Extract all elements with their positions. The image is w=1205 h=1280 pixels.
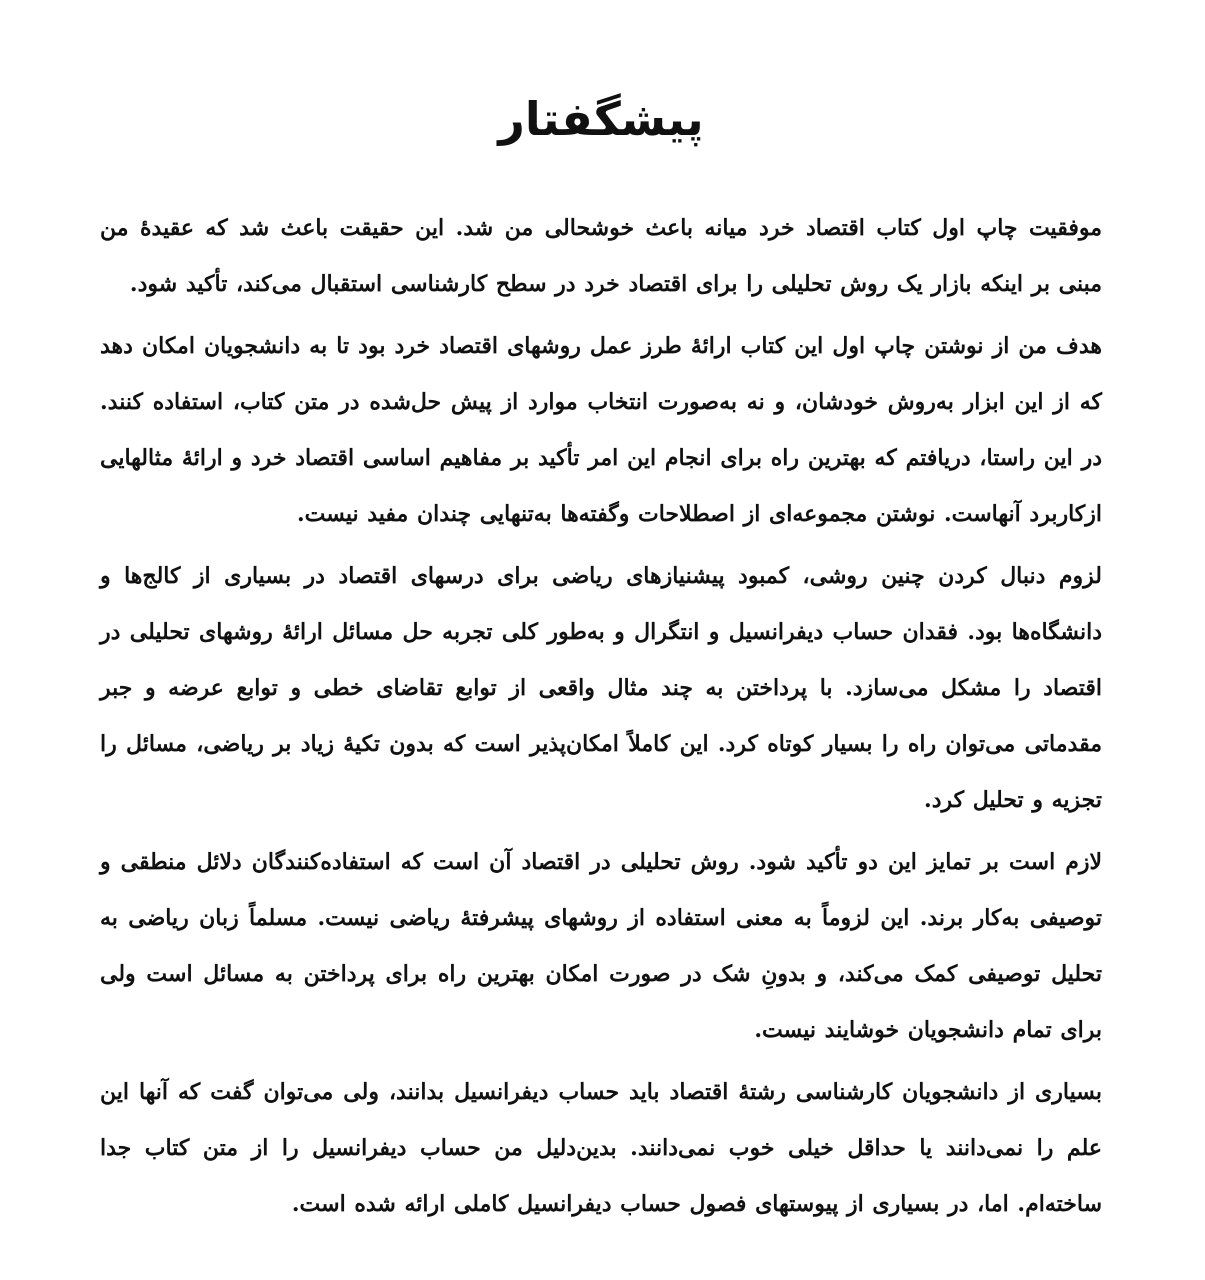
paragraph-5: بسیاری از دانشجویان کارشناسی رشتهٔ اقتصاد باید حساب دیفرانسیل بدانند، ولی می‌توان گفت که آنها این علم را نمی‌دانند یا حداقل خیلی خوب نمی‌دانند. بدین‌دلیل من حساب دیفرانسیل را از متن کتاب جدا ساخته‌ام. اما، در بسیاری از پیوستهای فصول حساب دیفرانسیل کاملی ارائه شده است. (100, 1079, 1102, 1217)
paragraph-2: هدف من از نوشتن چاپ اول این کتاب ارائهٔ طرز عمل روشهای اقتصاد خرد بود تا به دانشجویان امکان دهد که از این ابزار به‌روش خودشان، و نه به‌صورت انتخاب موارد از پیش حل‌شده در متن کتاب، استفاده کنند. در این راستا، دریافتم که بهترین راه برای انجام این امر تأکید بر مفاهیم اساسی اقتصاد خرد و ارائهٔ مثالهایی ازکاربرد آنهاست. نوشتن مجموعه‌ای از اصطلاحات وگفته‌ها به‌تنهایی چندان مفید نیست. (100, 333, 1102, 527)
paragraph-3: لزوم دنبال کردن چنین روشی، کمبود پیشنیازهای ریاضی برای درسهای اقتصاد در بسیاری از کالج‌ها و دانشگاه‌ها بود. فقدان حساب دیفرانسیل و انتگرال و به‌طور کلی تجربه حل مسائل ارائهٔ روشهای تحلیلی در اقتصاد را مشکل می‌سازد. با پرداختن به چند مثال واقعی از توابع تقاضای خطی و توابع عرضه و جبر مقدماتی می‌توان راه را بسیار کوتاه کرد. این کاملاً امکان‌پذیر است که بدون تکیهٔ زیاد بر ریاضی، مسائل را تجزیه و تحلیل کرد. (100, 563, 1102, 813)
body-text (100, 200, 1102, 1232)
paragraph-4: لازم است بر تمایز این دو تأکید شود. روش تحلیلی در اقتصاد آن است که استفاده‌کنندگان دلائل منطقی و توصیفی به‌کار برند. این لزوماً به معنی استفاده از روشهای پیشرفتهٔ ریاضی نیست. مسلماً زبان ریاضی به تحلیل توصیفی کمک می‌کند، و بدونِ شک در صورت امکان بهترین راه برای پرداختن به مسائل است ولی برای تمام دانشجویان خوشایند نیست. (100, 849, 1102, 1043)
page-title: پیشگفتار (498, 92, 704, 146)
paragraph-1: موفقیت چاپ اول کتاب اقتصاد خرد میانه باعث خوشحالی من شد. این حقیقت باعث شد که عقیدهٔ من مبنی بر اینکه بازار یک روش تحلیلی را برای اقتصاد خرد در سطح کارشناسی استقبال می‌کند، تأکید شود. (100, 215, 1102, 297)
